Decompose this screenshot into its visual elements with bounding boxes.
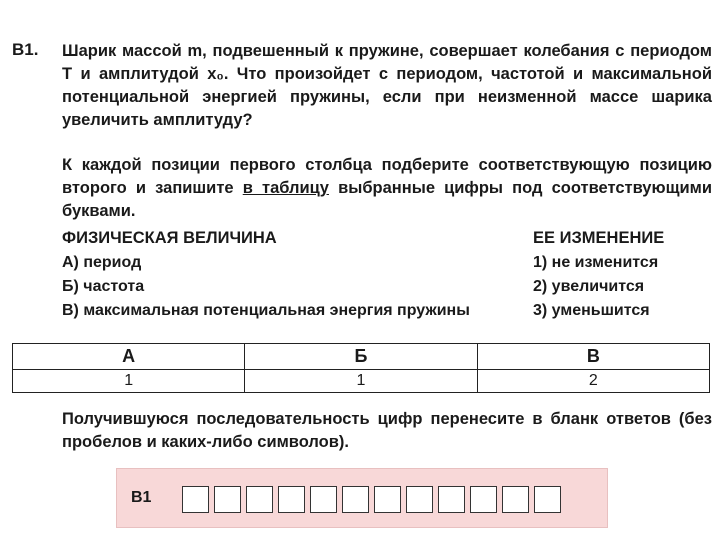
answer-cell[interactable] bbox=[502, 486, 529, 513]
answer-cell[interactable] bbox=[278, 486, 305, 513]
answer-header-c: В bbox=[477, 344, 709, 370]
answer-header-a: А bbox=[13, 344, 245, 370]
answer-cell[interactable] bbox=[246, 486, 273, 513]
answer-cell[interactable] bbox=[438, 486, 465, 513]
instruction-part2: выбранные цифры под соответствующими буквами. bbox=[62, 179, 712, 220]
answer-table-header-row bbox=[13, 344, 710, 370]
transfer-note: Получившуюся последовательность цифр перенесите в бланк ответов (без пробелов и каких-либо символов). bbox=[62, 410, 712, 451]
instruction-part1: К каждой позиции первого столбца подберите соответствующую позицию второго и запишите bbox=[62, 156, 712, 197]
answer-cell[interactable] bbox=[534, 486, 561, 513]
right-item-2: 2) увеличится bbox=[533, 278, 645, 295]
instruction-text bbox=[62, 154, 712, 223]
left-item-c: В) максимальная потенциальная энергия пружины bbox=[62, 302, 470, 319]
answer-cell[interactable] bbox=[214, 486, 241, 513]
task-number: B1. bbox=[12, 40, 39, 59]
left-item-b: Б) частота bbox=[62, 278, 145, 295]
answer-cell[interactable] bbox=[182, 486, 209, 513]
right-column-header: ЕЕ ИЗМЕНЕНИЕ bbox=[533, 229, 665, 247]
left-item-a: А) период bbox=[62, 254, 142, 271]
right-item-1: 1) не изменится bbox=[533, 254, 659, 271]
answer-cell[interactable] bbox=[310, 486, 337, 513]
left-column-header: ФИЗИЧЕСКАЯ ВЕЛИЧИНА bbox=[62, 229, 277, 247]
answer-cell[interactable] bbox=[342, 486, 369, 513]
answer-cell[interactable] bbox=[406, 486, 433, 513]
answer-value-c[interactable]: 2 bbox=[477, 369, 709, 392]
right-item-3: 3) уменьшится bbox=[533, 302, 650, 319]
answer-table-value-row bbox=[13, 369, 710, 392]
answer-cells bbox=[182, 486, 566, 513]
answer-cell[interactable] bbox=[374, 486, 401, 513]
task-statement: Шарик массой m, подвешенный к пружине, совершает колебания с периодом T и амплитудой x₀. Что произойдет с периодом, частотой и максимальной потенциальной энергией пружины, если при неизменной массе шарика увеличить амплитуду? bbox=[62, 42, 712, 129]
answer-table bbox=[12, 343, 710, 393]
answer-value-a[interactable]: 1 bbox=[13, 369, 245, 392]
answer-form bbox=[116, 468, 608, 528]
answer-form-label: B1 bbox=[131, 489, 152, 506]
answer-header-b: Б bbox=[245, 344, 477, 370]
instruction-underlined: в таблицу bbox=[242, 179, 329, 197]
answer-value-b[interactable]: 1 bbox=[245, 369, 477, 392]
answer-cell[interactable] bbox=[470, 486, 497, 513]
